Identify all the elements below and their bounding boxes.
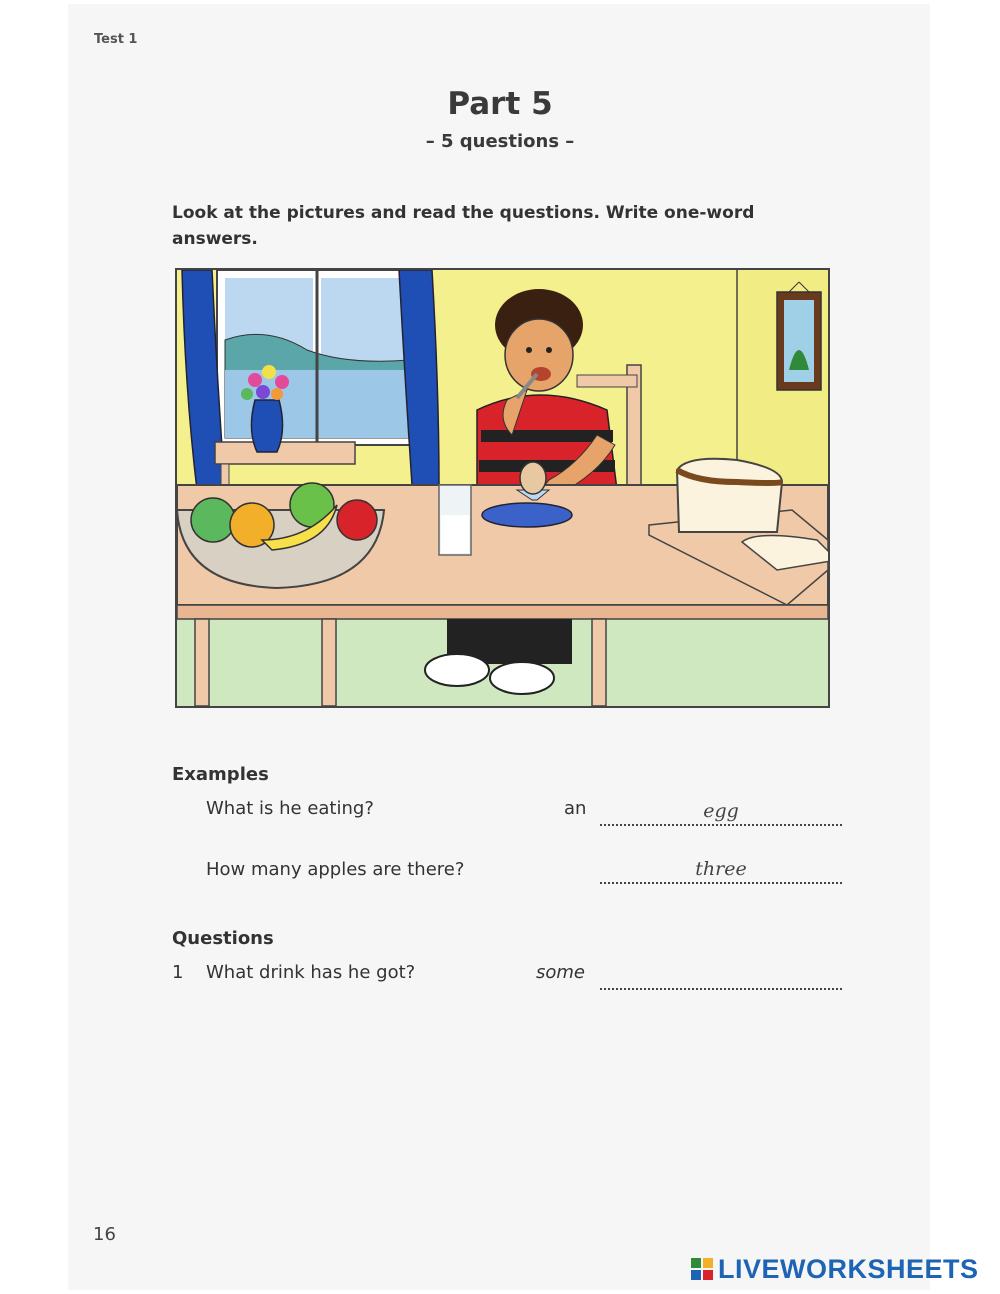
questions-heading: Questions [172, 928, 274, 949]
liveworksheets-grid-icon [690, 1257, 714, 1281]
test-header: Test 1 [94, 32, 138, 47]
example-answer-1: egg [600, 800, 842, 826]
example-question-1: What is he eating? [206, 798, 374, 819]
answer-input-1[interactable] [600, 964, 842, 990]
liveworksheets-logo [690, 1254, 979, 1284]
part-subtitle: – 5 questions – [425, 131, 575, 152]
page-number: 16 [93, 1224, 116, 1245]
question-prefix-1: some [536, 962, 585, 983]
examples-heading: Examples [172, 764, 269, 785]
question-number-1: 1 [172, 962, 184, 983]
breakfast-picture [175, 268, 830, 708]
question-1: What drink has he got? [206, 962, 416, 983]
example-answer-2: three [600, 858, 842, 884]
example-prefix-1: an [564, 798, 587, 819]
instructions: Look at the pictures and read the questions. Write one-word answers. [172, 203, 755, 249]
example-question-2: How many apples are there? [206, 859, 465, 880]
brand-name: LIVEWORKSHEETS [718, 1253, 979, 1284]
part-title: Part 5 [447, 86, 553, 122]
